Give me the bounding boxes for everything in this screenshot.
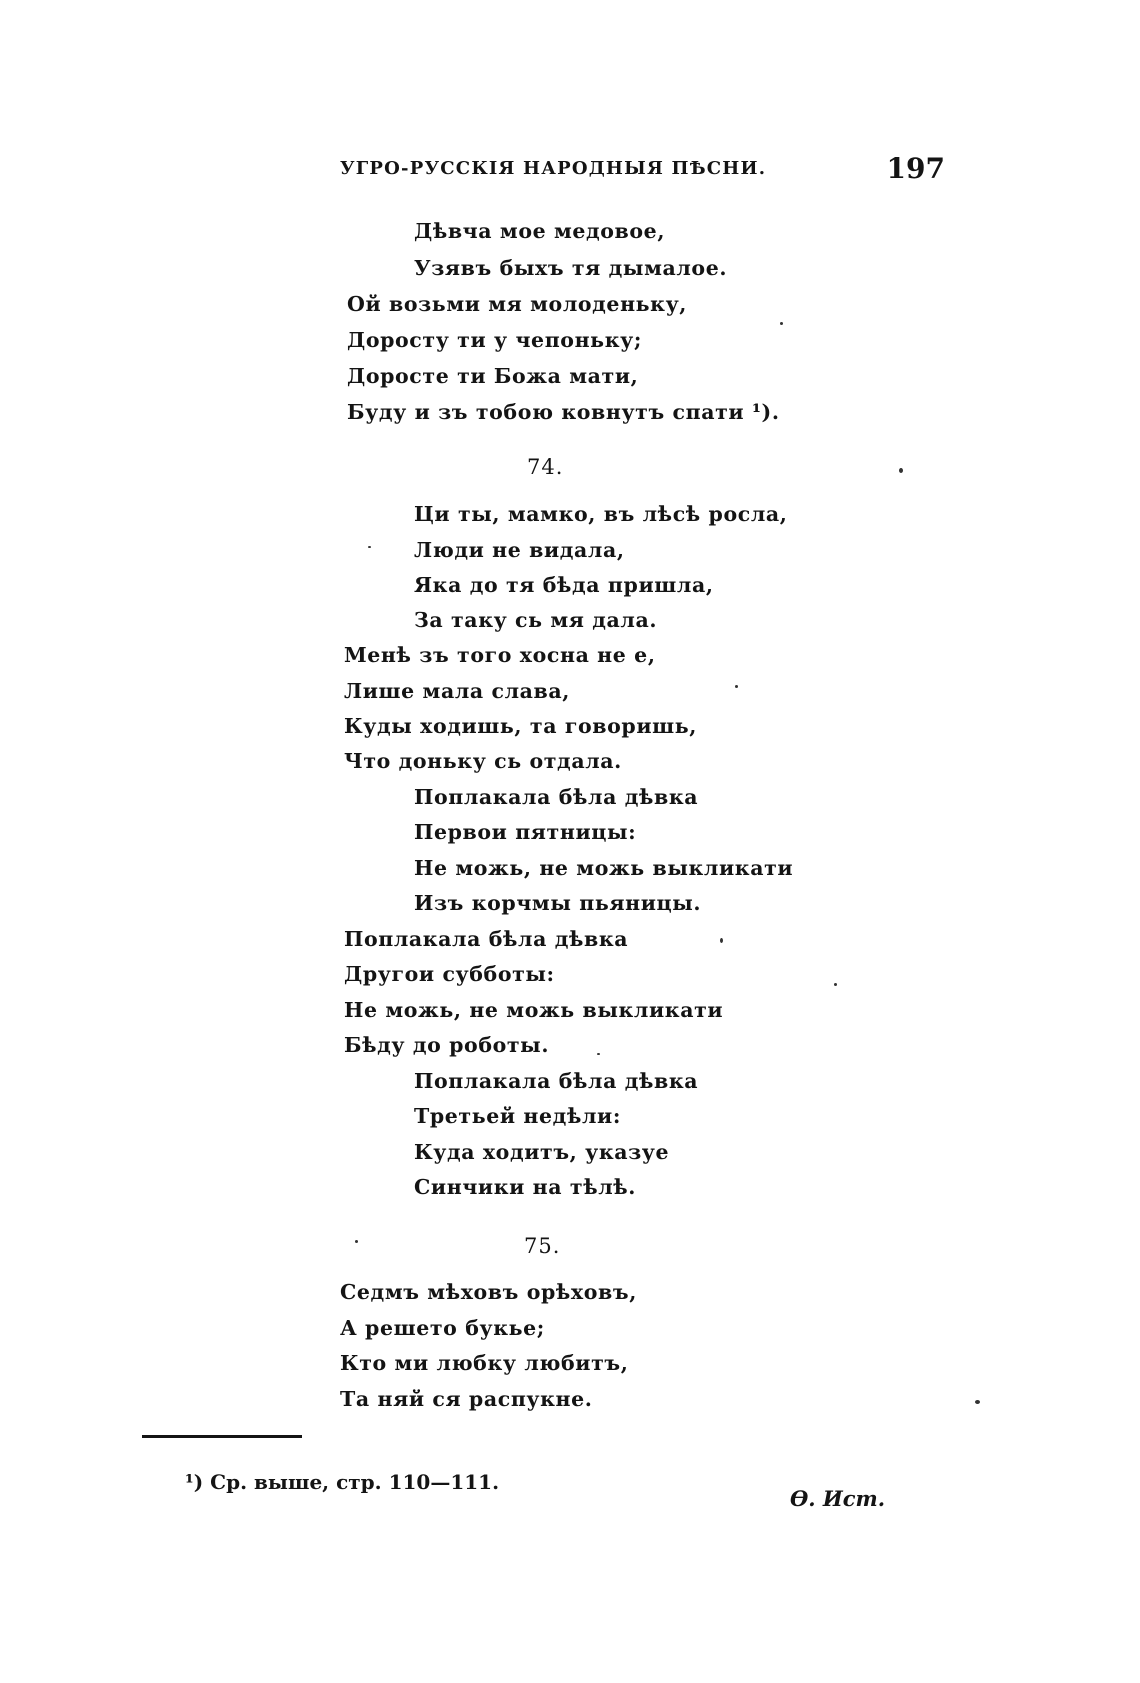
verse-line: Менѣ зъ того хосна не е, [344,643,656,667]
verse-line: Буду и зъ тобою ковнутъ спати ¹). [347,400,780,424]
verse-line: Не можь, не можь выкликати [344,998,724,1022]
scan-speck [368,546,371,548]
scan-speck [735,685,738,688]
verse-line: Ой возьми мя молоденьку, [347,292,688,316]
scan-speck [355,1240,358,1243]
scan-speck [834,983,837,986]
verse-line: Доросту ти у чепоньку; [347,328,642,352]
verse-line: Кто ми любку любитъ, [340,1351,629,1375]
verse-line: Лише мала слава, [344,679,570,703]
verse-line: Поплакала бѣла дѣвка [414,1069,699,1093]
verse-line: Яка до тя бѣда пришла, [414,573,714,597]
verse-line: Куда ходитъ, указуе [414,1140,670,1164]
verse-line: Доросте ти Божа мати, [347,364,639,388]
song-number: 75. [524,1234,561,1258]
verse-line: Седмъ мѣховъ орѣховъ, [340,1280,637,1304]
footnote: ¹) Ср. выше, стр. 110—111. [185,1470,500,1494]
page-number: 197 [886,152,945,185]
verse-line: Изъ корчмы пьяницы. [414,891,702,915]
verse-line: Дѣвча мое медовое, [414,219,666,243]
verse-line: Что доньку сь отдала. [344,749,622,773]
running-title: УГРО-РУССКIЯ НАРОДНЫЯ ПѢСНИ. [340,158,767,179]
scan-speck [720,938,723,943]
page-header [340,152,945,192]
verse-line: Поплакала бѣла дѣвка [344,927,629,951]
scan-speck [780,322,783,325]
verse-line: Бѣду до роботы. [344,1033,550,1057]
verse-line: Ци ты, мамко, въ лѣсѣ росла, [414,502,788,526]
verse-line: Первои пятницы: [414,820,637,844]
signature: Ѳ. Ист. [790,1486,886,1511]
verse-line: Синчики на тѣлѣ. [414,1175,637,1199]
scan-speck [899,468,903,473]
song-number: 74. [527,455,564,479]
scan-speck [975,1400,980,1404]
verse-line: Узявъ быхъ тя дымалое. [414,256,728,280]
verse-line: Не можь, не можь выкликати [414,856,794,880]
footnote-rule [142,1435,302,1438]
verse-line: Третьей недѣли: [414,1104,621,1128]
verse-line: Люди не видала, [414,538,625,562]
verse-line: Поплакала бѣла дѣвка [414,785,699,809]
verse-line: А решето букье; [340,1316,545,1340]
verse-line: Другои субботы: [344,962,555,986]
scan-speck [597,1053,600,1055]
verse-line: Куды ходишь, та говоришь, [344,714,697,738]
verse-line: За таку сь мя дала. [414,608,658,632]
verse-line: Та няй ся распукне. [340,1387,593,1411]
